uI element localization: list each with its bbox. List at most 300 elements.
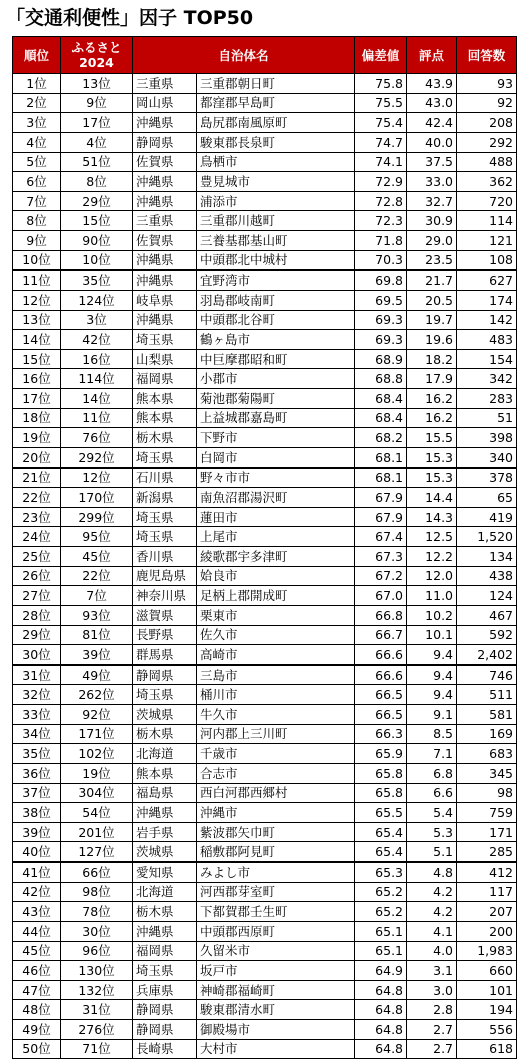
- responses-cell: 283: [457, 389, 517, 409]
- score-cell: 18.2: [407, 349, 457, 369]
- furusato-rank-cell: 39位: [61, 645, 133, 665]
- prefecture-cell: 熊本県: [133, 389, 197, 409]
- municipality-cell: 紫波郡矢巾町: [197, 822, 355, 842]
- rank-cell: 28位: [13, 605, 61, 625]
- score-cell: 43.9: [407, 74, 457, 94]
- municipality-cell: みよし市: [197, 862, 355, 882]
- rank-cell: 20位: [13, 447, 61, 467]
- prefecture-cell: 埼玉県: [133, 527, 197, 547]
- score-cell: 6.8: [407, 763, 457, 783]
- prefecture-cell: 鹿児島県: [133, 566, 197, 586]
- table-body: [13, 74, 517, 1059]
- score-cell: 42.4: [407, 113, 457, 133]
- score-cell: 12.0: [407, 566, 457, 586]
- rank-cell: 35位: [13, 744, 61, 764]
- rank-cell: 22位: [13, 488, 61, 508]
- rank-cell: 10位: [13, 250, 61, 270]
- municipality-cell: 坂戸市: [197, 961, 355, 981]
- prefecture-cell: 三重県: [133, 74, 197, 94]
- deviation-cell: 64.9: [355, 961, 407, 981]
- table-row: [13, 862, 517, 882]
- municipality-cell: 鶴ヶ島市: [197, 330, 355, 350]
- rank-cell: 45位: [13, 941, 61, 961]
- deviation-cell: 69.8: [355, 270, 407, 290]
- rank-cell: 2位: [13, 93, 61, 113]
- rank-cell: 18位: [13, 408, 61, 428]
- responses-cell: 488: [457, 152, 517, 172]
- responses-cell: 438: [457, 566, 517, 586]
- rank-cell: 39位: [13, 822, 61, 842]
- score-cell: 40.0: [407, 132, 457, 152]
- municipality-cell: 佐久市: [197, 625, 355, 645]
- prefecture-cell: 熊本県: [133, 408, 197, 428]
- score-cell: 2.8: [407, 1000, 457, 1020]
- score-cell: 30.9: [407, 211, 457, 231]
- municipality-cell: 大村市: [197, 1039, 355, 1059]
- deviation-cell: 64.8: [355, 1000, 407, 1020]
- deviation-cell: 69.5: [355, 290, 407, 310]
- deviation-cell: 67.9: [355, 488, 407, 508]
- prefecture-cell: 岩手県: [133, 822, 197, 842]
- rank-cell: 12位: [13, 290, 61, 310]
- rank-cell: 42位: [13, 882, 61, 902]
- furusato-rank-cell: 299位: [61, 507, 133, 527]
- table-row: [13, 152, 517, 172]
- responses-cell: 746: [457, 665, 517, 685]
- deviation-cell: 64.8: [355, 1039, 407, 1059]
- score-cell: 23.5: [407, 250, 457, 270]
- municipality-cell: 姶良市: [197, 566, 355, 586]
- prefecture-cell: 福島県: [133, 783, 197, 803]
- deviation-cell: 66.6: [355, 665, 407, 685]
- furusato-rank-cell: 11位: [61, 408, 133, 428]
- municipality-cell: 三島市: [197, 665, 355, 685]
- score-cell: 9.1: [407, 705, 457, 725]
- deviation-cell: 67.4: [355, 527, 407, 547]
- table-row: [13, 645, 517, 665]
- responses-cell: 467: [457, 605, 517, 625]
- responses-cell: 171: [457, 822, 517, 842]
- responses-cell: 340: [457, 447, 517, 467]
- responses-cell: 345: [457, 763, 517, 783]
- prefecture-cell: 沖縄県: [133, 921, 197, 941]
- deviation-cell: 65.2: [355, 882, 407, 902]
- furusato-rank-cell: 42位: [61, 330, 133, 350]
- score-cell: 4.1: [407, 921, 457, 941]
- municipality-cell: 宜野湾市: [197, 270, 355, 290]
- prefecture-cell: 岐阜県: [133, 290, 197, 310]
- municipality-cell: 河内郡上三川町: [197, 724, 355, 744]
- furusato-rank-cell: 4位: [61, 132, 133, 152]
- score-cell: 2.7: [407, 1039, 457, 1059]
- responses-cell: 660: [457, 961, 517, 981]
- score-cell: 9.4: [407, 685, 457, 705]
- score-cell: 19.7: [407, 310, 457, 330]
- responses-cell: 134: [457, 547, 517, 567]
- furusato-rank-cell: 13位: [61, 74, 133, 94]
- table-row: [13, 842, 517, 862]
- deviation-cell: 66.5: [355, 685, 407, 705]
- responses-cell: 1,520: [457, 527, 517, 547]
- responses-cell: 592: [457, 625, 517, 645]
- deviation-cell: 66.8: [355, 605, 407, 625]
- municipality-cell: 駿東郡長泉町: [197, 132, 355, 152]
- responses-cell: 556: [457, 1020, 517, 1040]
- rank-cell: 24位: [13, 527, 61, 547]
- furusato-rank-cell: 76位: [61, 428, 133, 448]
- rank-cell: 31位: [13, 665, 61, 685]
- municipality-cell: 稲敷郡阿見町: [197, 842, 355, 862]
- score-cell: 6.6: [407, 783, 457, 803]
- rank-cell: 3位: [13, 113, 61, 133]
- municipality-cell: 御殿場市: [197, 1020, 355, 1040]
- furusato-rank-cell: 17位: [61, 113, 133, 133]
- score-cell: 10.2: [407, 605, 457, 625]
- prefecture-cell: 三重県: [133, 211, 197, 231]
- score-cell: 4.0: [407, 941, 457, 961]
- prefecture-cell: 沖縄県: [133, 191, 197, 211]
- furusato-rank-cell: 92位: [61, 705, 133, 725]
- rank-cell: 17位: [13, 389, 61, 409]
- rank-cell: 1位: [13, 74, 61, 94]
- deviation-cell: 65.1: [355, 921, 407, 941]
- furusato-rank-cell: 98位: [61, 882, 133, 902]
- responses-cell: 378: [457, 468, 517, 488]
- deviation-cell: 65.3: [355, 862, 407, 882]
- prefecture-cell: 北海道: [133, 744, 197, 764]
- responses-cell: 65: [457, 488, 517, 508]
- municipality-cell: 久留米市: [197, 941, 355, 961]
- furusato-rank-cell: 9位: [61, 93, 133, 113]
- responses-cell: 342: [457, 369, 517, 389]
- furusato-rank-cell: 170位: [61, 488, 133, 508]
- deviation-cell: 74.7: [355, 132, 407, 152]
- responses-cell: 154: [457, 349, 517, 369]
- furusato-rank-cell: 30位: [61, 921, 133, 941]
- prefecture-cell: 愛知県: [133, 862, 197, 882]
- table-row: [13, 744, 517, 764]
- municipality-cell: 中頭郡西原町: [197, 921, 355, 941]
- municipality-cell: 野々市市: [197, 468, 355, 488]
- table-row: [13, 803, 517, 823]
- prefecture-cell: 群馬県: [133, 645, 197, 665]
- score-cell: 12.5: [407, 527, 457, 547]
- furusato-rank-cell: 78位: [61, 902, 133, 922]
- responses-cell: 121: [457, 231, 517, 251]
- responses-cell: 208: [457, 113, 517, 133]
- prefecture-cell: 熊本県: [133, 763, 197, 783]
- rank-cell: 41位: [13, 862, 61, 882]
- municipality-cell: 河西郡芽室町: [197, 882, 355, 902]
- rank-cell: 29位: [13, 625, 61, 645]
- table-row: [13, 270, 517, 290]
- score-cell: 14.4: [407, 488, 457, 508]
- rank-cell: 37位: [13, 783, 61, 803]
- score-cell: 10.1: [407, 625, 457, 645]
- municipality-cell: 綾歌郡宇多津町: [197, 547, 355, 567]
- municipality-cell: 白岡市: [197, 447, 355, 467]
- municipality-cell: 小郡市: [197, 369, 355, 389]
- municipality-cell: 駿東郡清水町: [197, 1000, 355, 1020]
- table-row: [13, 586, 517, 606]
- furusato-rank-cell: 19位: [61, 763, 133, 783]
- municipality-cell: 下都賀郡壬生町: [197, 902, 355, 922]
- deviation-cell: 72.3: [355, 211, 407, 231]
- municipality-cell: 島尻郡南風原町: [197, 113, 355, 133]
- prefecture-cell: 沖縄県: [133, 803, 197, 823]
- responses-cell: 720: [457, 191, 517, 211]
- deviation-cell: 65.8: [355, 783, 407, 803]
- score-cell: 43.0: [407, 93, 457, 113]
- prefecture-cell: 兵庫県: [133, 980, 197, 1000]
- table-row: [13, 447, 517, 467]
- municipality-cell: 桶川市: [197, 685, 355, 705]
- responses-cell: 200: [457, 921, 517, 941]
- municipality-cell: 栗東市: [197, 605, 355, 625]
- table-row: [13, 310, 517, 330]
- prefecture-cell: 沖縄県: [133, 250, 197, 270]
- furusato-rank-cell: 66位: [61, 862, 133, 882]
- table-row: [13, 93, 517, 113]
- rank-cell: 21位: [13, 468, 61, 488]
- deviation-cell: 66.6: [355, 645, 407, 665]
- header-municipality: 自治体名: [133, 37, 355, 74]
- furusato-rank-cell: 3位: [61, 310, 133, 330]
- header-deviation: 偏差値: [355, 37, 407, 74]
- table-row: [13, 625, 517, 645]
- table-row: [13, 961, 517, 981]
- prefecture-cell: 石川県: [133, 468, 197, 488]
- responses-cell: 483: [457, 330, 517, 350]
- furusato-rank-cell: 49位: [61, 665, 133, 685]
- table-row: [13, 389, 517, 409]
- header-rank: 順位: [13, 37, 61, 74]
- rank-cell: 4位: [13, 132, 61, 152]
- municipality-cell: 三重郡川越町: [197, 211, 355, 231]
- deviation-cell: 68.9: [355, 349, 407, 369]
- rank-cell: 19位: [13, 428, 61, 448]
- table-row: [13, 705, 517, 725]
- rank-cell: 26位: [13, 566, 61, 586]
- responses-cell: 117: [457, 882, 517, 902]
- deviation-cell: 71.8: [355, 231, 407, 251]
- furusato-rank-cell: 54位: [61, 803, 133, 823]
- municipality-cell: 豊見城市: [197, 172, 355, 192]
- responses-cell: 174: [457, 290, 517, 310]
- rank-cell: 23位: [13, 507, 61, 527]
- furusato-rank-cell: 114位: [61, 369, 133, 389]
- deviation-cell: 66.3: [355, 724, 407, 744]
- rank-cell: 30位: [13, 645, 61, 665]
- furusato-rank-cell: 51位: [61, 152, 133, 172]
- prefecture-cell: 茨城県: [133, 705, 197, 725]
- table-row: [13, 822, 517, 842]
- deviation-cell: 72.8: [355, 191, 407, 211]
- prefecture-cell: 埼玉県: [133, 330, 197, 350]
- furusato-rank-cell: 304位: [61, 783, 133, 803]
- score-cell: 17.9: [407, 369, 457, 389]
- prefecture-cell: 北海道: [133, 882, 197, 902]
- score-cell: 14.3: [407, 507, 457, 527]
- score-cell: 5.3: [407, 822, 457, 842]
- header-furusato: [61, 37, 133, 74]
- deviation-cell: 68.4: [355, 408, 407, 428]
- furusato-rank-cell: 201位: [61, 822, 133, 842]
- deviation-cell: 70.3: [355, 250, 407, 270]
- table-row: [13, 605, 517, 625]
- score-cell: 8.5: [407, 724, 457, 744]
- municipality-cell: 下野市: [197, 428, 355, 448]
- table-row: [13, 191, 517, 211]
- rank-cell: 32位: [13, 685, 61, 705]
- table-row: [13, 1039, 517, 1059]
- table-row: [13, 1000, 517, 1020]
- rank-cell: 50位: [13, 1039, 61, 1059]
- deviation-cell: 65.5: [355, 803, 407, 823]
- table-row: [13, 547, 517, 567]
- municipality-cell: 南魚沼郡湯沢町: [197, 488, 355, 508]
- ranking-table: [12, 36, 517, 1059]
- header-furusato-line2: 2024: [79, 55, 114, 70]
- table-row: [13, 763, 517, 783]
- prefecture-cell: 佐賀県: [133, 231, 197, 251]
- furusato-rank-cell: 16位: [61, 349, 133, 369]
- table-row: [13, 330, 517, 350]
- deviation-cell: 67.0: [355, 586, 407, 606]
- table-row: [13, 428, 517, 448]
- responses-cell: 93: [457, 74, 517, 94]
- municipality-cell: 神崎郡福崎町: [197, 980, 355, 1000]
- score-cell: 4.2: [407, 902, 457, 922]
- table-row: [13, 349, 517, 369]
- score-cell: 11.0: [407, 586, 457, 606]
- municipality-cell: 鳥栖市: [197, 152, 355, 172]
- score-cell: 29.0: [407, 231, 457, 251]
- responses-cell: 169: [457, 724, 517, 744]
- deviation-cell: 65.4: [355, 822, 407, 842]
- deviation-cell: 67.9: [355, 507, 407, 527]
- municipality-cell: 高崎市: [197, 645, 355, 665]
- score-cell: 9.4: [407, 645, 457, 665]
- table-row: [13, 882, 517, 902]
- score-cell: 19.6: [407, 330, 457, 350]
- rank-cell: 6位: [13, 172, 61, 192]
- rank-cell: 16位: [13, 369, 61, 389]
- deviation-cell: 72.9: [355, 172, 407, 192]
- rank-cell: 7位: [13, 191, 61, 211]
- rank-cell: 25位: [13, 547, 61, 567]
- furusato-rank-cell: 81位: [61, 625, 133, 645]
- rank-cell: 44位: [13, 921, 61, 941]
- prefecture-cell: 静岡県: [133, 132, 197, 152]
- furusato-rank-cell: 130位: [61, 961, 133, 981]
- furusato-rank-cell: 7位: [61, 586, 133, 606]
- table-row: [13, 132, 517, 152]
- deviation-cell: 64.8: [355, 980, 407, 1000]
- rank-cell: 47位: [13, 980, 61, 1000]
- table-row: [13, 980, 517, 1000]
- score-cell: 3.0: [407, 980, 457, 1000]
- deviation-cell: 66.7: [355, 625, 407, 645]
- municipality-cell: 沖縄市: [197, 803, 355, 823]
- prefecture-cell: 栃木県: [133, 428, 197, 448]
- header-responses: 回答数: [457, 37, 517, 74]
- rank-cell: 46位: [13, 961, 61, 981]
- furusato-rank-cell: 96位: [61, 941, 133, 961]
- score-cell: 4.8: [407, 862, 457, 882]
- table-row: [13, 566, 517, 586]
- deviation-cell: 67.2: [355, 566, 407, 586]
- furusato-rank-cell: 10位: [61, 250, 133, 270]
- deviation-cell: 68.8: [355, 369, 407, 389]
- responses-cell: 683: [457, 744, 517, 764]
- deviation-cell: 75.4: [355, 113, 407, 133]
- table-row: [13, 74, 517, 94]
- municipality-cell: 千歳市: [197, 744, 355, 764]
- municipality-cell: 牛久市: [197, 705, 355, 725]
- furusato-rank-cell: 15位: [61, 211, 133, 231]
- prefecture-cell: 香川県: [133, 547, 197, 567]
- responses-cell: 101: [457, 980, 517, 1000]
- deviation-cell: 66.5: [355, 705, 407, 725]
- prefecture-cell: 福岡県: [133, 941, 197, 961]
- prefecture-cell: 沖縄県: [133, 310, 197, 330]
- table-row: [13, 507, 517, 527]
- prefecture-cell: 埼玉県: [133, 507, 197, 527]
- responses-cell: 142: [457, 310, 517, 330]
- table-row: [13, 685, 517, 705]
- score-cell: 2.7: [407, 1020, 457, 1040]
- score-cell: 5.4: [407, 803, 457, 823]
- score-cell: 37.5: [407, 152, 457, 172]
- rank-cell: 11位: [13, 270, 61, 290]
- prefecture-cell: 静岡県: [133, 1020, 197, 1040]
- score-cell: 9.4: [407, 665, 457, 685]
- table-row: [13, 468, 517, 488]
- rank-cell: 38位: [13, 803, 61, 823]
- municipality-cell: 足柄上郡開成町: [197, 586, 355, 606]
- deviation-cell: 74.1: [355, 152, 407, 172]
- rank-cell: 15位: [13, 349, 61, 369]
- table-row: [13, 211, 517, 231]
- deviation-cell: 65.8: [355, 763, 407, 783]
- header-furusato-line1: ふるさと: [71, 40, 122, 55]
- prefecture-cell: 岡山県: [133, 93, 197, 113]
- rank-cell: 33位: [13, 705, 61, 725]
- rank-cell: 14位: [13, 330, 61, 350]
- responses-cell: 581: [457, 705, 517, 725]
- deviation-cell: 67.3: [355, 547, 407, 567]
- prefecture-cell: 山梨県: [133, 349, 197, 369]
- rank-cell: 34位: [13, 724, 61, 744]
- responses-cell: 207: [457, 902, 517, 922]
- prefecture-cell: 佐賀県: [133, 152, 197, 172]
- responses-cell: 511: [457, 685, 517, 705]
- furusato-rank-cell: 93位: [61, 605, 133, 625]
- furusato-rank-cell: 31位: [61, 1000, 133, 1020]
- score-cell: 16.2: [407, 408, 457, 428]
- municipality-cell: 上益城郡嘉島町: [197, 408, 355, 428]
- deviation-cell: 64.8: [355, 1020, 407, 1040]
- municipality-cell: 三養基郡基山町: [197, 231, 355, 251]
- rank-cell: 8位: [13, 211, 61, 231]
- score-cell: 15.3: [407, 468, 457, 488]
- municipality-cell: 中巨摩郡昭和町: [197, 349, 355, 369]
- municipality-cell: 浦添市: [197, 191, 355, 211]
- score-cell: 5.1: [407, 842, 457, 862]
- table-row: [13, 941, 517, 961]
- deviation-cell: 65.4: [355, 842, 407, 862]
